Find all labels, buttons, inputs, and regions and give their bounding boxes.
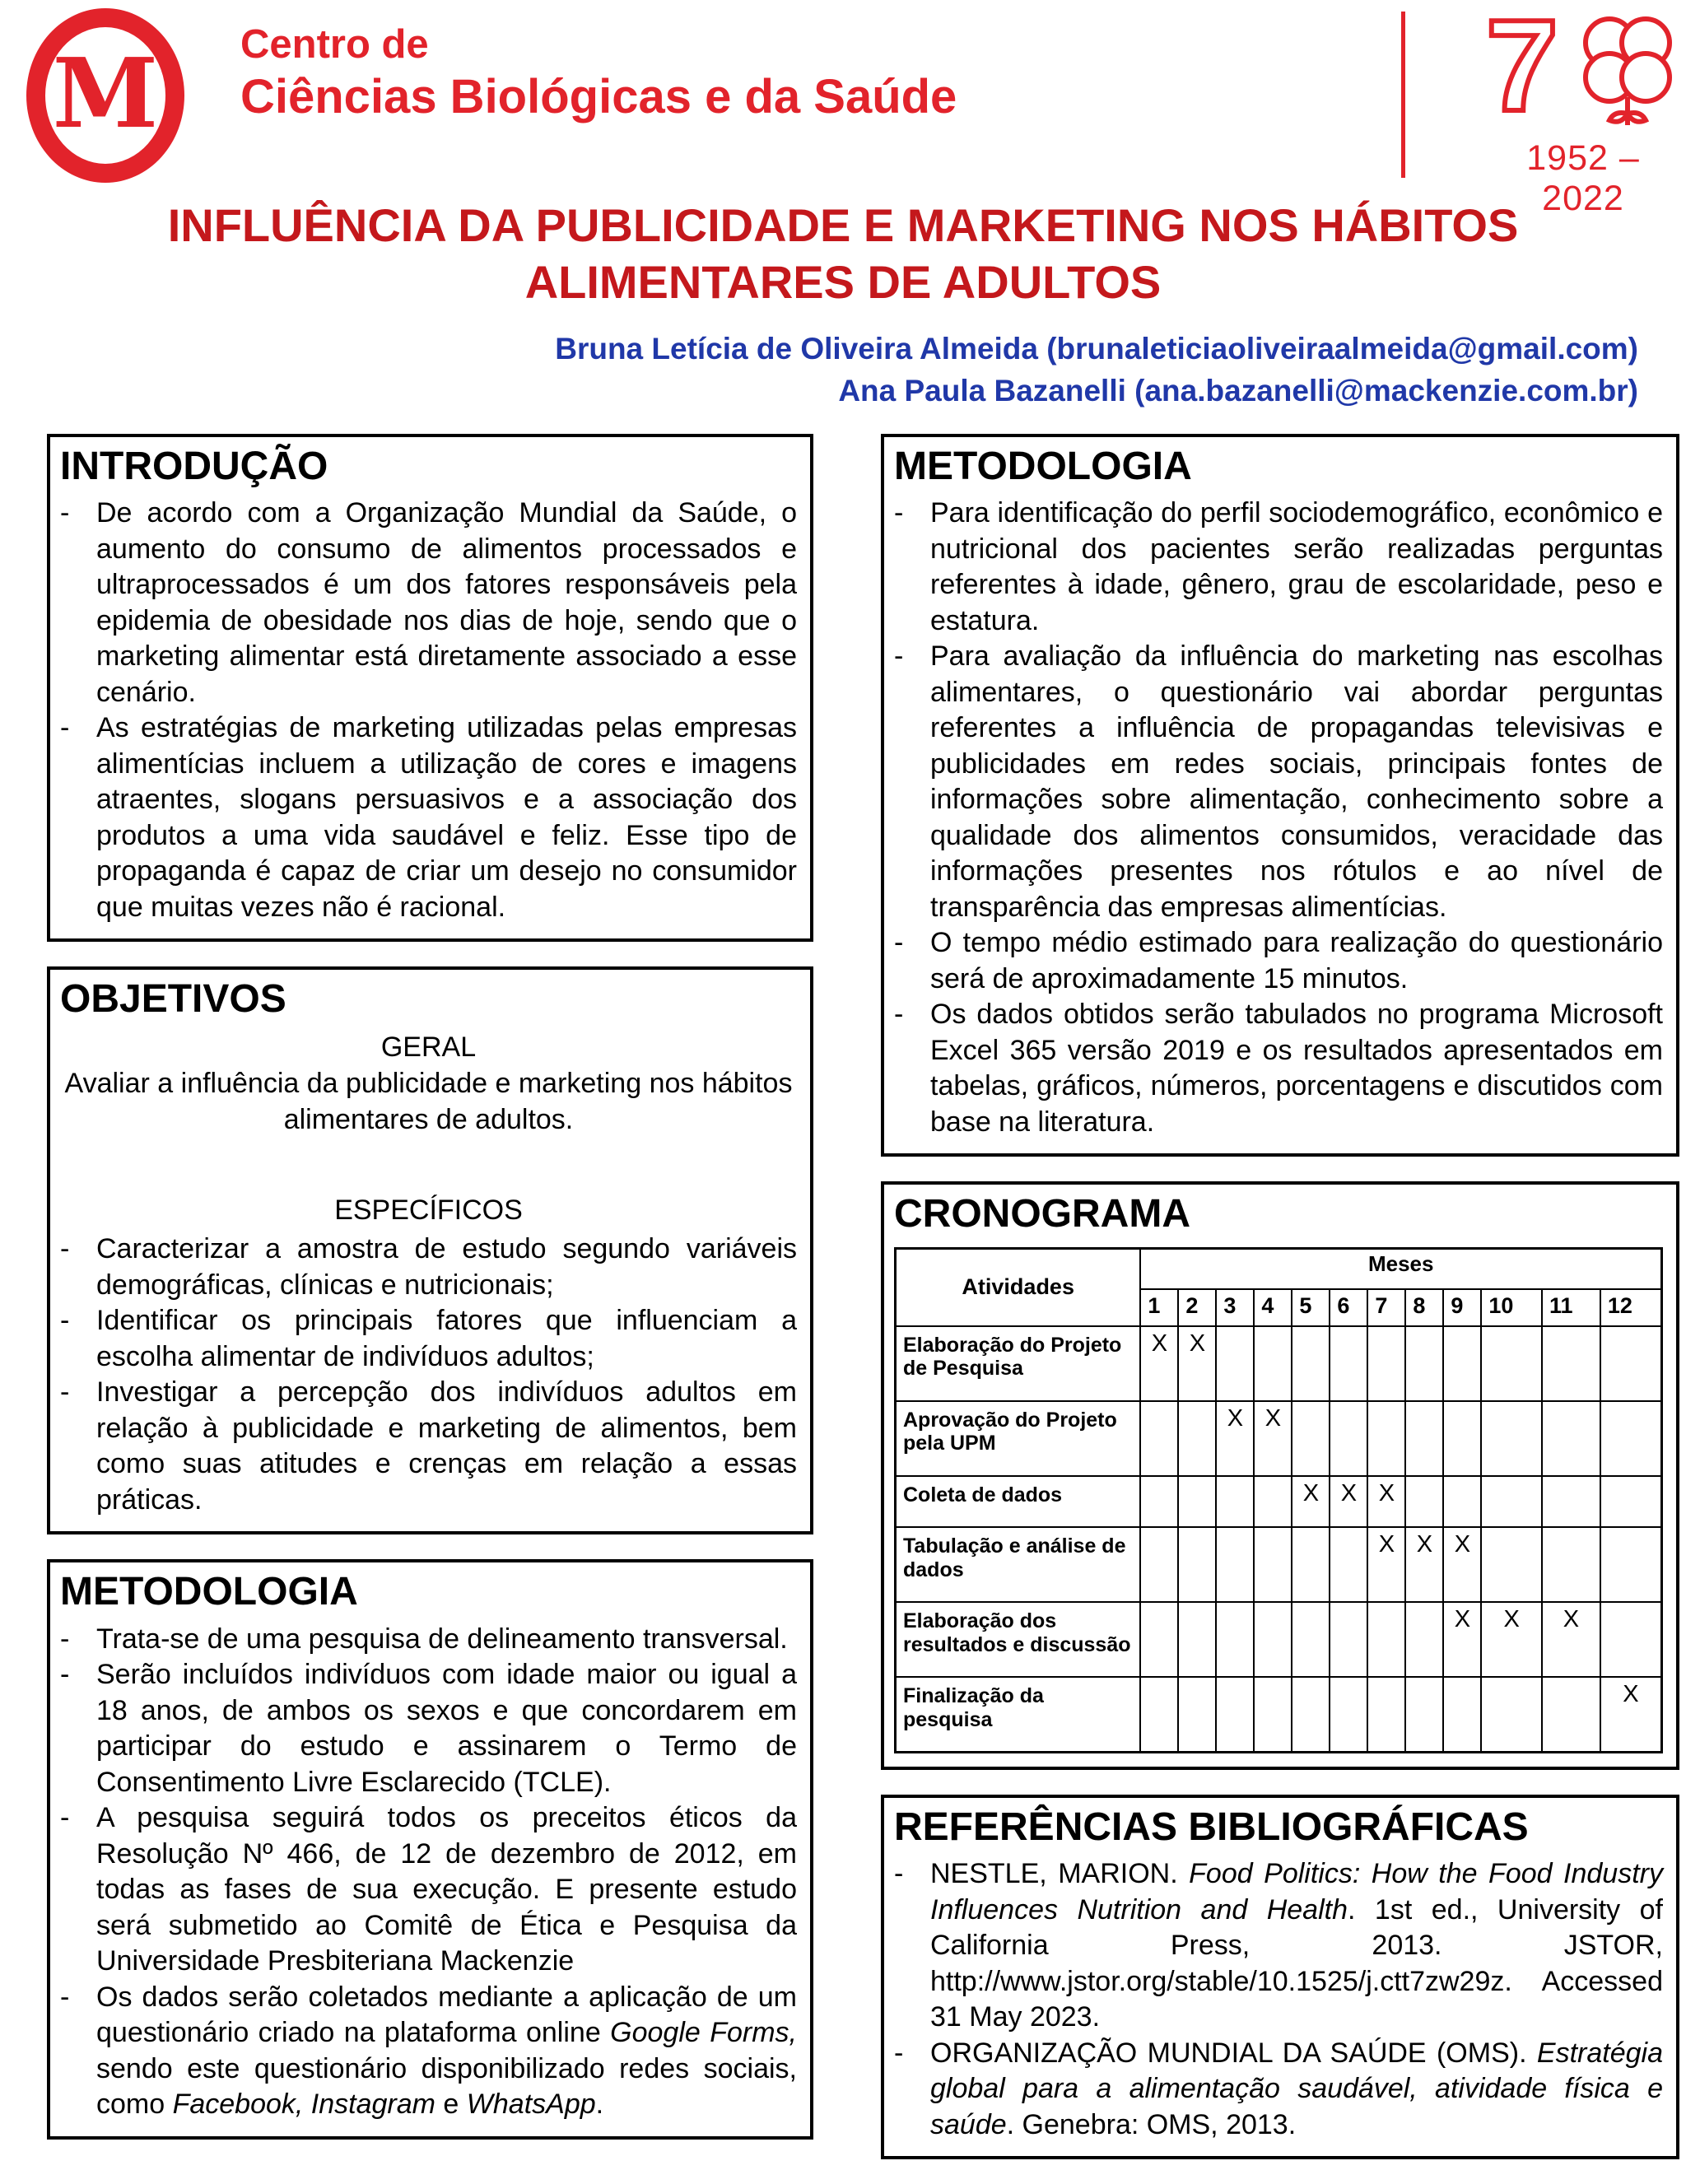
anniversary-70-icon bbox=[1484, 5, 1682, 137]
anniversary-years: 1952 – 2022 bbox=[1526, 138, 1640, 218]
cronograma-cell-month-3 bbox=[1216, 1677, 1254, 1753]
cronograma-row bbox=[896, 1401, 1662, 1476]
list-item bbox=[60, 1303, 797, 1375]
cronograma-cell-month-9 bbox=[1443, 1401, 1481, 1476]
objetivos-geral-text: Avaliar a influência da publicidade e marketing nos hábitos alimentares de adultos. bbox=[64, 1067, 793, 1135]
cronograma-cell-month-10 bbox=[1481, 1527, 1542, 1602]
cronograma-cell-month-7: X bbox=[1367, 1476, 1405, 1528]
cronograma-cell-month-7 bbox=[1367, 1326, 1405, 1401]
cronograma-cell-month-11 bbox=[1542, 1401, 1600, 1476]
cronograma-cell-month-4 bbox=[1254, 1602, 1292, 1677]
table-header-month-7: 7 bbox=[1367, 1289, 1405, 1326]
table-header-month-6: 6 bbox=[1330, 1289, 1367, 1326]
section-title-metodologia-left: METODOLOGIA bbox=[60, 1570, 358, 1614]
table-header-meses: Meses bbox=[1140, 1248, 1661, 1289]
cronograma-activity: Finalização da pesquisa bbox=[896, 1677, 1141, 1753]
cronograma-cell-month-3: X bbox=[1216, 1401, 1254, 1476]
anniversary-logo bbox=[1480, 5, 1686, 219]
cronograma-cell-month-1 bbox=[1140, 1602, 1178, 1677]
org-name-line1: Centro de bbox=[240, 22, 429, 67]
objetivos-bullet-2: Identificar os principais fatores que influenciam a escolha alimentar de indivíduos adultos; bbox=[96, 1305, 797, 1372]
section-referencias bbox=[881, 1795, 1679, 2159]
list-item bbox=[60, 1657, 797, 1800]
bullet-dash: - bbox=[894, 2037, 904, 2069]
bullet-dash: - bbox=[60, 1305, 70, 1337]
section-metodologia-right bbox=[881, 434, 1679, 1157]
metodologia-left-bullet-3: A pesquisa seguirá todos os preceitos éticos da Resolução Nº 466, de 12 de dezembro de 2012, em todas as fases de sua execução. E presente estudo será submetido ao Comitê de Ética e Pesquisa da Universidade Presbiteriana Mackenzie bbox=[96, 1802, 797, 1977]
list-item bbox=[60, 496, 797, 710]
author-2: Ana Paula Bazanelli (ana.bazanelli@mackenzie.com.br) bbox=[838, 374, 1638, 408]
metodologia-left-bullet-1: Trata-se de uma pesquisa de delineamento transversal. bbox=[96, 1623, 788, 1655]
right-column bbox=[881, 434, 1679, 2184]
bullet-dash: - bbox=[60, 712, 70, 744]
poster-title-line2: ALIMENTARES DE ADULTOS bbox=[524, 255, 1162, 308]
objetivos-bullet-1: Caracterizar a amostra de estudo segundo variáveis demográficas, clínicas e nutricionais; bbox=[96, 1233, 797, 1301]
table-header-month-5: 5 bbox=[1292, 1289, 1330, 1326]
bullet-dash: - bbox=[60, 1623, 70, 1655]
table-header-month-11: 11 bbox=[1542, 1289, 1600, 1326]
cronograma-activity: Elaboração dos resultados e discussão bbox=[896, 1602, 1141, 1677]
cronograma-cell-month-6 bbox=[1330, 1527, 1367, 1602]
org-name bbox=[240, 21, 957, 125]
cronograma-cell-month-9: X bbox=[1443, 1602, 1481, 1677]
cronograma-cell-month-3 bbox=[1216, 1602, 1254, 1677]
cronograma-activity: Coleta de dados bbox=[896, 1476, 1141, 1528]
bullet-dash: - bbox=[894, 1858, 904, 1890]
cronograma-cell-month-5: X bbox=[1292, 1476, 1330, 1528]
cronograma-cell-month-6: X bbox=[1330, 1476, 1367, 1528]
bullet-dash: - bbox=[60, 497, 70, 529]
cronograma-cell-month-10: X bbox=[1481, 1602, 1542, 1677]
cronograma-cell-month-1 bbox=[1140, 1401, 1178, 1476]
objetivos-geral-label: GERAL bbox=[380, 1031, 477, 1063]
cronograma-cell-month-12 bbox=[1600, 1527, 1662, 1602]
cronograma-cell-month-1 bbox=[1140, 1476, 1178, 1528]
metodologia-left-bullet-2: Serão incluídos indivíduos com idade maior ou igual a 18 anos, de ambos os sexos e que concordarem em participar do estudo e assinarem o Termo de Consentimento Livre Esclarecido (TCLE). bbox=[96, 1659, 797, 1798]
table-header-month-9: 9 bbox=[1443, 1289, 1481, 1326]
list-item bbox=[60, 1375, 797, 1518]
section-title-referencias: REFERÊNCIAS BIBLIOGRÁFICAS bbox=[894, 1805, 1529, 1850]
cronograma-cell-month-5 bbox=[1292, 1602, 1330, 1677]
cronograma-cell-month-8 bbox=[1405, 1476, 1443, 1528]
list-item bbox=[60, 710, 797, 925]
metodologia-right-bullet-4: Os dados obtidos serão tabulados no programa Microsoft Excel 365 versão 2019 e os resultados apresentados em tabelas, gráficos, números, porcentagens e discutidos com base na literatura. bbox=[930, 999, 1663, 1138]
table-header-month-3: 3 bbox=[1216, 1289, 1254, 1326]
cronograma-cell-month-8 bbox=[1405, 1401, 1443, 1476]
cronograma-row bbox=[896, 1527, 1662, 1602]
section-introducao bbox=[47, 434, 813, 942]
mackenzie-logo bbox=[26, 8, 184, 183]
bullet-dash: - bbox=[60, 1981, 70, 2013]
cronograma-cell-month-9 bbox=[1443, 1326, 1481, 1401]
section-title-cronograma: CRONOGRAMA bbox=[894, 1192, 1190, 1236]
table-header-activities: Atividades bbox=[896, 1248, 1141, 1326]
cronograma-cell-month-3 bbox=[1216, 1527, 1254, 1602]
cronograma-cell-month-11 bbox=[1542, 1476, 1600, 1528]
cronograma-cell-month-10 bbox=[1481, 1401, 1542, 1476]
cronograma-activity: Aprovação do Projeto pela UPM bbox=[896, 1401, 1141, 1476]
objetivos-especificos-label: ESPECÍFICOS bbox=[334, 1194, 523, 1227]
cronograma-row bbox=[896, 1602, 1662, 1677]
cronograma-cell-month-7 bbox=[1367, 1602, 1405, 1677]
list-item bbox=[894, 1856, 1663, 2036]
cronograma-cell-month-10 bbox=[1481, 1326, 1542, 1401]
cronograma-row bbox=[896, 1677, 1662, 1753]
list-item bbox=[894, 2036, 1663, 2144]
cronograma-cell-month-6 bbox=[1330, 1677, 1367, 1753]
author-1: Bruna Letícia de Oliveira Almeida (brunaleticiaoliveiraalmeida@gmail.com) bbox=[555, 332, 1638, 366]
cronograma-cell-month-9: X bbox=[1443, 1527, 1481, 1602]
authors bbox=[555, 328, 1638, 412]
cronograma-activity: Elaboração do Projeto de Pesquisa bbox=[896, 1326, 1141, 1401]
header-divider bbox=[1401, 12, 1405, 178]
cronograma-cell-month-2 bbox=[1178, 1677, 1216, 1753]
cronograma-cell-month-4 bbox=[1254, 1476, 1292, 1528]
cronograma-cell-month-6 bbox=[1330, 1602, 1367, 1677]
cronograma-cell-month-9 bbox=[1443, 1677, 1481, 1753]
metodologia-right-bullet-1: Para identificação do perfil sociodemográfico, econômico e nutricional dos pacientes serão realizadas perguntas referentes à idade, gênero, grau de escolaridade, peso e estatura. bbox=[930, 497, 1663, 636]
list-item bbox=[894, 639, 1663, 925]
cronograma-cell-month-5 bbox=[1292, 1677, 1330, 1753]
table-header-month-8: 8 bbox=[1405, 1289, 1443, 1326]
cronograma-cell-month-2 bbox=[1178, 1527, 1216, 1602]
cronograma-cell-month-6 bbox=[1330, 1326, 1367, 1401]
list-item bbox=[60, 1800, 797, 1980]
referencia-2: ORGANIZAÇÃO MUNDIAL DA SAÚDE (OMS). Estratégia global para a alimentação saudável, atividade física e saúde. Genebra: OMS, 2013. bbox=[930, 2037, 1663, 2140]
cronograma-cell-month-11 bbox=[1542, 1527, 1600, 1602]
list-item bbox=[60, 1232, 797, 1303]
cronograma-cell-month-3 bbox=[1216, 1476, 1254, 1528]
cronograma-cell-month-1 bbox=[1140, 1527, 1178, 1602]
cronograma-cell-month-2 bbox=[1178, 1401, 1216, 1476]
table-header-month-4: 4 bbox=[1254, 1289, 1292, 1326]
section-objetivos bbox=[47, 966, 813, 1534]
list-item bbox=[60, 1980, 797, 2123]
bullet-dash: - bbox=[60, 1802, 70, 1834]
cronograma-cell-month-4 bbox=[1254, 1677, 1292, 1753]
cronograma-cell-month-12 bbox=[1600, 1602, 1662, 1677]
bullet-dash: - bbox=[894, 927, 904, 959]
metodologia-right-bullet-2: Para avaliação da influência do marketing nas escolhas alimentares, o questionário vai abordar perguntas referentes a influência de propagandas televisivas e publicidades em redes sociais, principais fontes de informações sobre alimentação, conhecimento sobre a qualidade dos alimentos consumidos, veracidade das informações presentes nos rótulos e ao nível de transparência das empresas alimentícias. bbox=[930, 640, 1663, 923]
poster-title bbox=[0, 198, 1686, 311]
cronograma-cell-month-5 bbox=[1292, 1326, 1330, 1401]
cronograma-cell-month-5 bbox=[1292, 1527, 1330, 1602]
section-title-metodologia-right: METODOLOGIA bbox=[894, 445, 1192, 488]
cronograma-cell-month-12 bbox=[1600, 1326, 1662, 1401]
table-header-month-1: 1 bbox=[1140, 1289, 1178, 1326]
section-title-introducao: INTRODUÇÃO bbox=[60, 445, 328, 488]
cronograma-cell-month-2: X bbox=[1178, 1326, 1216, 1401]
cronograma-cell-month-7 bbox=[1367, 1401, 1405, 1476]
left-column bbox=[47, 434, 813, 2164]
cronograma-cell-month-12 bbox=[1600, 1476, 1662, 1528]
cronograma-cell-month-8: X bbox=[1405, 1527, 1443, 1602]
cronograma-cell-month-4: X bbox=[1254, 1401, 1292, 1476]
table-header-month-12: 12 bbox=[1600, 1289, 1662, 1326]
cronograma-table-head bbox=[896, 1248, 1662, 1326]
objetivos-bullet-3: Investigar a percepção dos indivíduos adultos em relação à publicidade e marketing de alimentos, bem como suas atitudes e crenças em relação a essas práticas. bbox=[96, 1376, 797, 1516]
bullet-dash: - bbox=[894, 640, 904, 673]
table-header-month-10: 10 bbox=[1481, 1289, 1542, 1326]
bullet-dash: - bbox=[894, 999, 904, 1031]
cronograma-cell-month-12: X bbox=[1600, 1677, 1662, 1753]
cronograma-cell-month-8 bbox=[1405, 1326, 1443, 1401]
intro-bullet-1: De acordo com a Organização Mundial da Saúde, o aumento do consumo de alimentos processados e ultraprocessados é um dos fatores responsáveis pela epidemia de obesidade nos dias de hoje, sendo que o marketing alimentar está diretamente associado a esse cenário. bbox=[96, 497, 797, 708]
cronograma-cell-month-1 bbox=[1140, 1677, 1178, 1753]
cronograma-cell-month-11 bbox=[1542, 1677, 1600, 1753]
section-metodologia-left bbox=[47, 1559, 813, 2139]
cronograma-cell-month-10 bbox=[1481, 1677, 1542, 1753]
cronograma-row bbox=[896, 1476, 1662, 1528]
referencia-1: NESTLE, MARION. Food Politics: How the Food Industry Influences Nutrition and Health. 1st ed., University of California Press, 2013. JSTOR, http://www.jstor.org/stable/10.1525/j.ctt7zw29z. Accessed 31 May 2023. bbox=[930, 1858, 1663, 2033]
cronograma-table-body bbox=[896, 1326, 1662, 1753]
cronograma-cell-month-11 bbox=[1542, 1326, 1600, 1401]
cronograma-cell-month-1: X bbox=[1140, 1326, 1178, 1401]
section-cronograma bbox=[881, 1181, 1679, 1770]
cronograma-cell-month-8 bbox=[1405, 1677, 1443, 1753]
cronograma-cell-month-2 bbox=[1178, 1602, 1216, 1677]
section-title-objetivos: OBJETIVOS bbox=[60, 977, 286, 1022]
mackenzie-m-letter: M bbox=[52, 38, 159, 150]
cronograma-cell-month-3 bbox=[1216, 1326, 1254, 1401]
cronograma-cell-month-9 bbox=[1443, 1476, 1481, 1528]
list-item bbox=[894, 496, 1663, 639]
cronograma-cell-month-5 bbox=[1292, 1401, 1330, 1476]
bullet-dash: - bbox=[60, 1233, 70, 1265]
metodologia-right-bullet-3: O tempo médio estimado para realização do questionário será de aproximadamente 15 minutos. bbox=[930, 927, 1663, 994]
cronograma-cell-month-8 bbox=[1405, 1602, 1443, 1677]
cronograma-cell-month-7 bbox=[1367, 1677, 1405, 1753]
cronograma-cell-month-2 bbox=[1178, 1476, 1216, 1528]
cronograma-cell-month-6 bbox=[1330, 1401, 1367, 1476]
table-header-month-2: 2 bbox=[1178, 1289, 1216, 1326]
list-item bbox=[894, 925, 1663, 997]
poster-title-line1: INFLUÊNCIA DA PUBLICIDADE E MARKETING NOS HÁBITOS bbox=[167, 199, 1519, 251]
cronograma-row bbox=[896, 1326, 1662, 1401]
cronograma-cell-month-4 bbox=[1254, 1326, 1292, 1401]
cronograma-cell-month-4 bbox=[1254, 1527, 1292, 1602]
list-item bbox=[60, 1622, 797, 1658]
cronograma-cell-month-12 bbox=[1600, 1401, 1662, 1476]
bullet-dash: - bbox=[60, 1376, 70, 1409]
org-name-line2: Ciências Biológicas e da Saúde bbox=[240, 69, 957, 123]
intro-bullet-2: As estratégias de marketing utilizadas pelas empresas alimentícias incluem a utilização de cores e imagens atraentes, slogans persuasivos e a associação dos produtos a uma vida saudável e feliz. Esse tipo de propaganda é capaz de criar um desejo no consumidor que muitas vezes não é racional. bbox=[96, 712, 797, 923]
metodologia-left-bullet-4: Os dados serão coletados mediante a aplicação de um questionário criado na plataforma online Google Forms, sendo este questionário disponibilizado redes sociais, como Facebook, Instagram e WhatsApp. bbox=[96, 1981, 797, 2121]
cronograma-activity: Tabulação e análise de dados bbox=[896, 1527, 1141, 1602]
bullet-dash: - bbox=[60, 1659, 70, 1691]
cronograma-table bbox=[894, 1247, 1663, 1754]
list-item bbox=[894, 997, 1663, 1140]
bullet-dash: - bbox=[894, 497, 904, 529]
cronograma-cell-month-10 bbox=[1481, 1476, 1542, 1528]
cronograma-cell-month-11: X bbox=[1542, 1602, 1600, 1677]
svg-text:7: 7 bbox=[1486, 5, 1558, 137]
cronograma-cell-month-7: X bbox=[1367, 1527, 1405, 1602]
